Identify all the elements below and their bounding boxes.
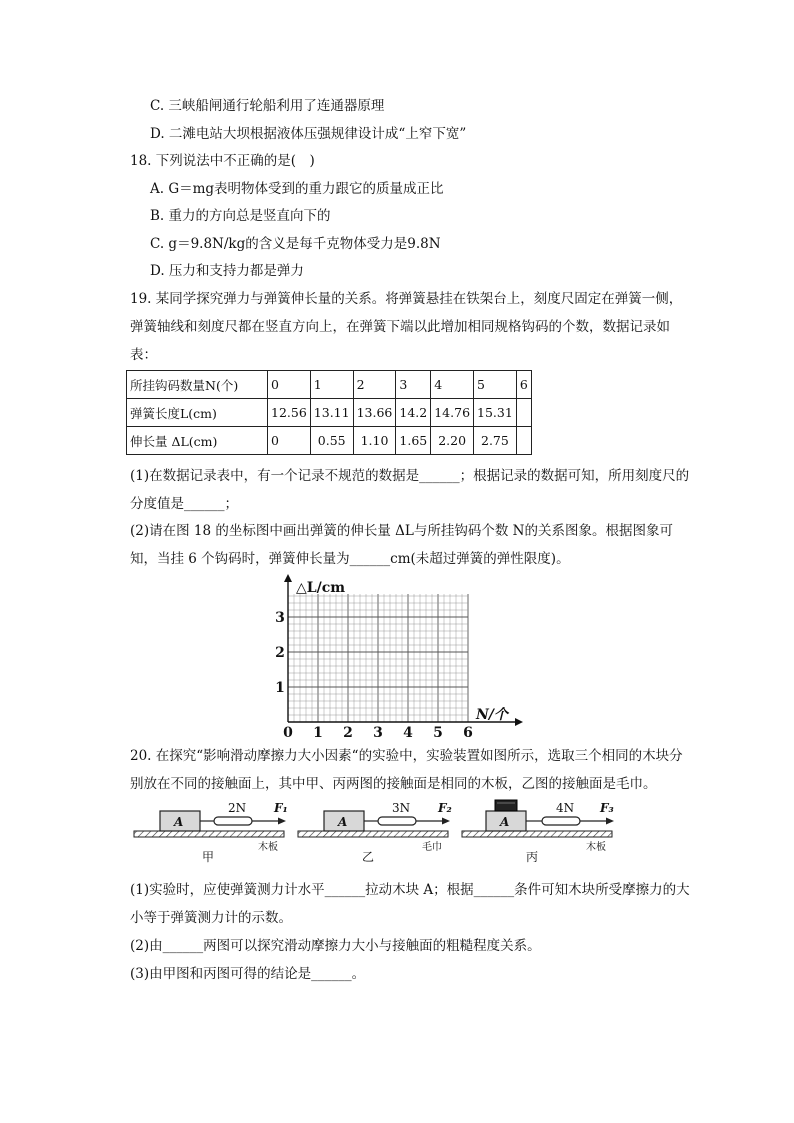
force-value: 4N <box>556 801 575 815</box>
data-table <box>126 370 532 455</box>
x-tick-label: 3 <box>373 725 383 741</box>
table-cell: 1.10 <box>353 427 396 455</box>
weight <box>495 800 517 811</box>
y-axis-arrow <box>284 574 292 582</box>
table-cell: 2.75 <box>474 427 517 455</box>
question-18-stem: 18. 下列说法中不正确的是( ) <box>130 153 315 169</box>
table-cell: 0 <box>268 371 311 399</box>
force-symbol: F₂ <box>438 801 452 815</box>
table-cell: 0.55 <box>310 427 353 455</box>
table-row <box>127 427 532 455</box>
force-arrow <box>442 818 450 825</box>
table-cell: 6 <box>516 371 531 399</box>
table-cell: 0 <box>268 427 311 455</box>
spring-scale <box>378 817 416 825</box>
surface-board <box>134 831 284 837</box>
table-cell: 1.65 <box>396 427 431 455</box>
table-cell: 15.31 <box>474 399 517 427</box>
table-cell <box>516 399 531 427</box>
surface-board <box>462 831 612 837</box>
table-cell <box>516 427 531 455</box>
q18-option-a: A. G＝mg表明物体受到的重力跟它的质量成正比 <box>150 181 444 197</box>
table-cell: 2 <box>353 371 396 399</box>
force-arrow <box>606 818 614 825</box>
y-axis-label: △L/cm <box>296 580 346 596</box>
question-20-part-3: (3)由甲图和丙图可得的结论是______。 <box>130 966 366 982</box>
table-cell: 14.2 <box>396 399 431 427</box>
figure-jia <box>134 798 294 864</box>
block-label: A <box>174 815 184 829</box>
x-tick-label: 1 <box>313 725 323 741</box>
block-label: A <box>500 815 510 829</box>
option-c: C. 三峡船闸通行轮船利用了连通器原理 <box>150 98 385 114</box>
x-tick-label: 2 <box>343 725 353 741</box>
surface-label: 毛巾 <box>422 842 442 853</box>
force-value: 3N <box>392 801 411 815</box>
figure-caption: 乙 <box>362 850 375 864</box>
table-cell: 5 <box>474 371 517 399</box>
y-tick-label: 2 <box>275 645 285 661</box>
table-cell: 13.11 <box>310 399 353 427</box>
question-19-stem: 19. 某同学探究弹力与弹簧伸长量的关系。将弹簧悬挂在铁架台上，刻度尺固定在弹簧一侧，弹簧轴线和刻度尺都在竖直方向上，在弹簧下端以此增加相同规格钩码的个数，数据记录如表： <box>130 291 683 363</box>
x-tick-label: 5 <box>433 725 443 741</box>
table-cell: 3 <box>396 371 431 399</box>
question-20-part-1: (1)实验时，应使弹簧测力计水平______拉动木块 A；根据______条件可知木块所受摩擦力的大小等于弹簧测力计的示数。 <box>130 882 690 926</box>
x-tick-labels <box>283 725 473 741</box>
question-19-part-1: (1)在数据记录表中，有一个记录不规范的数据是______；根据记录的数据可知，所用刻度尺的分度值是______； <box>130 468 690 512</box>
coordinate-grid <box>270 572 530 741</box>
table-cell: 4 <box>431 371 474 399</box>
table-cell: 2.20 <box>431 427 474 455</box>
figure-bing <box>462 798 622 864</box>
y-tick-labels <box>275 610 285 696</box>
table-cell: 12.56 <box>268 399 311 427</box>
x-axis-arrow <box>515 718 523 726</box>
surface-label: 木板 <box>258 842 278 853</box>
option-d: D. 二滩电站大坝根据液体压强规律设计成“上窄下宽” <box>150 126 467 142</box>
x-tick-label: 6 <box>463 725 473 741</box>
force-symbol: F₁ <box>274 801 288 815</box>
table-cell: 1 <box>310 371 353 399</box>
x-tick-label: 4 <box>403 725 413 741</box>
row-header: 弹簧长度L(cm) <box>127 399 268 427</box>
force-arrow <box>278 818 286 825</box>
x-axis-label: N/个 <box>476 707 508 723</box>
spring-scale <box>542 817 580 825</box>
surface-label: 木板 <box>586 842 606 853</box>
table-cell: 13.66 <box>353 399 396 427</box>
figure-caption: 甲 <box>202 850 215 864</box>
question-20-stem: 20. 在探究“影响滑动摩擦力大小因素“的实验中，实验装置如图所示，选取三个相同的木块分别放在不同的接触面上，其中甲、丙两图的接触面是相同的木板，乙图的接触面是毛巾。 <box>130 748 683 792</box>
force-value: 2N <box>228 801 247 815</box>
spring-scale <box>214 817 252 825</box>
q18-option-c: C. g＝9.8N/kg的含义是每千克物体受力是9.8N <box>150 236 441 252</box>
x-tick-label: 0 <box>283 725 293 741</box>
y-tick-label: 3 <box>275 610 285 626</box>
row-header: 伸长量 ΔL(cm) <box>127 427 268 455</box>
surface-towel <box>298 831 448 837</box>
block-label: A <box>338 815 348 829</box>
figure-caption: 丙 <box>526 850 539 864</box>
table-row <box>127 371 532 399</box>
figure-yi <box>298 798 458 864</box>
question-20-part-2: (2)由______两图可以探究滑动摩擦力大小与接触面的粗糙程度关系。 <box>130 938 541 954</box>
table-cell: 14.76 <box>431 399 474 427</box>
force-symbol: F₃ <box>600 801 614 815</box>
y-tick-label: 1 <box>275 680 285 696</box>
grid-lines <box>288 594 468 722</box>
q18-option-b: B. 重力的方向总是竖直向下的 <box>150 208 331 224</box>
row-header: 所挂钩码数量N(个) <box>127 371 268 399</box>
table-row <box>127 399 532 427</box>
q18-option-d: D. 压力和支持力都是弹力 <box>150 263 304 279</box>
question-19-part-2: (2)请在图 18 的坐标图中画出弹簧的伸长量 ΔL与所挂钩码个数 N的关系图象。根据图象可知，当挂 6 个钩码时，弹簧伸长量为______cm(未超过弹簧的弹性限度)。 <box>130 523 673 567</box>
